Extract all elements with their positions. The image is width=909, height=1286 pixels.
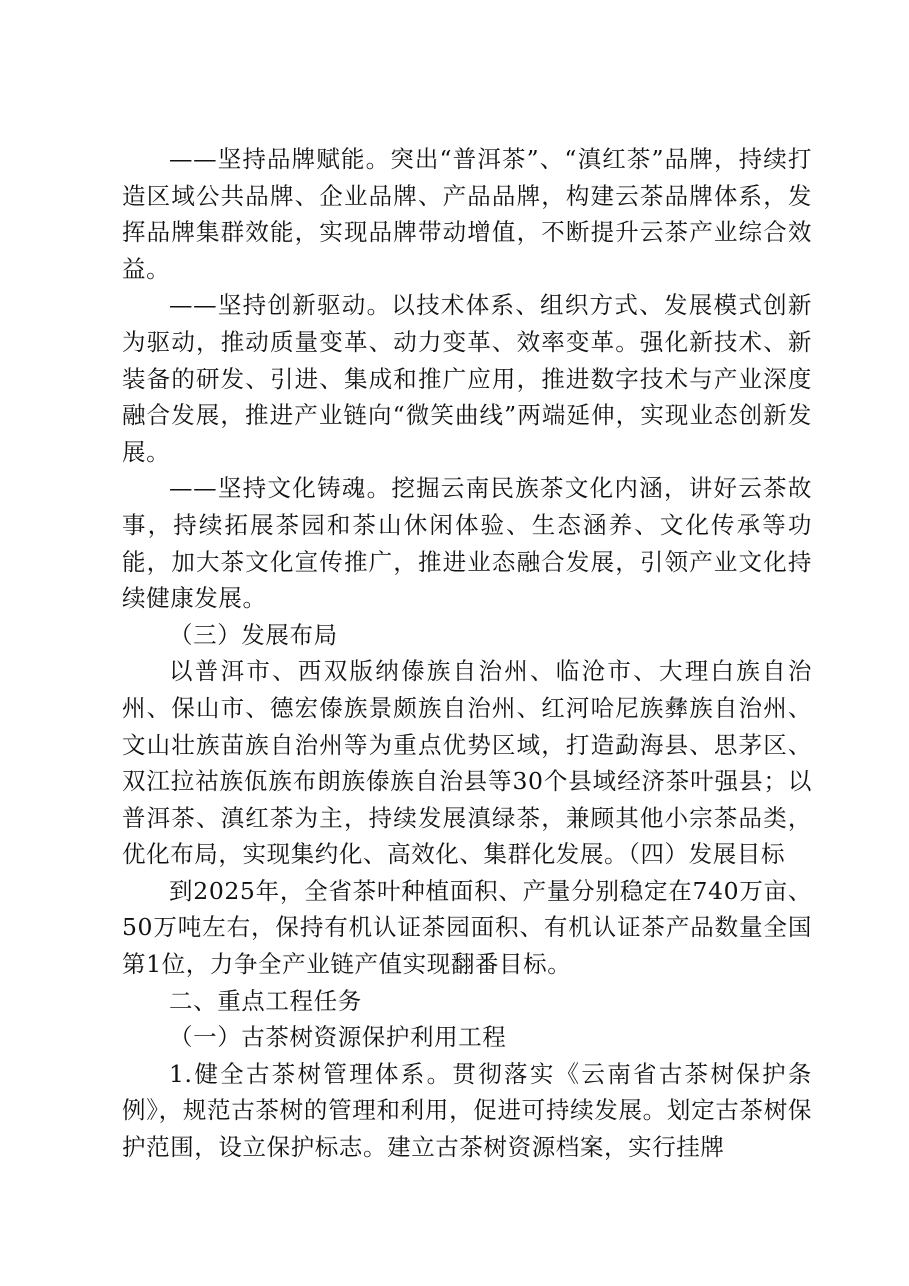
paragraph-innovation-driven: ——坚持创新驱动。以技术体系、组织方式、发展模式创新为驱动，推动质量变革、动力变革、效率变革。强化新技术、新装备的研发、引进、集成和推广应用，推进数字技术与产业深度融合发展，推进产业链向“微笑曲线”两端延伸，实现业态创新发展。 [122,291,812,466]
paragraph-layout-regions: 以普洱市、西双版纳傣族自治州、临沧市、大理白族自治州、保山市、德宏傣族景颇族自治州、红河哈尼族彝族自治州、文山壮族苗族自治州等为重点优势区域，打造勐海县、思茅区、双江拉祜族佤族布朗族傣族自治县等30个县域经济茶叶强县；以普洱茶、滇红茶为主，持续发展滇绿茶，兼顾其他小宗茶品类，优化布局，实现集约化、高效化、集群化发展。（四）发展目标 [122,657,812,869]
paragraph-management-system: 1.健全古茶树管理体系。贯彻落实《云南省古茶树保护条例》，规范古茶树的管理和利用，促进可持续发展。划定古茶树保护范围，设立保护标志。建立古茶树资源档案，实行挂牌 [122,1059,812,1162]
section-heading-layout: （三）发展布局 [169,620,338,649]
section-heading-ancient-tea-trees: （一）古茶树资源保护利用工程 [169,1023,507,1052]
paragraph-brand-empowerment: ——坚持品牌赋能。突出“普洱茶”、“滇红茶”品牌，持续打造区域公共品牌、企业品牌、产品品牌，构建云茶品牌体系，发挥品牌集群效能，实现品牌带动增值，不断提升云茶产业综合效益。 [122,145,812,283]
document-body [122,141,812,1166]
paragraph-targets-2025: 到2025年，全省茶叶种植面积、产量分别稳定在740万亩、50万吨左右，保持有机认证茶园面积、有机认证茶产品数量全国第1位，力争全产业链产值实现翻番目标。 [122,876,812,979]
paragraph-culture-soul: ——坚持文化铸魂。挖掘云南民族茶文化内涵，讲好云茶故事，持续拓展茶园和茶山休闲体验、生态涵养、文化传承等功能，加大茶文化宣传推广，推进业态融合发展，引领产业文化持续健康发展。 [122,474,812,613]
section-heading-key-tasks: 二、重点工程任务 [169,986,362,1015]
